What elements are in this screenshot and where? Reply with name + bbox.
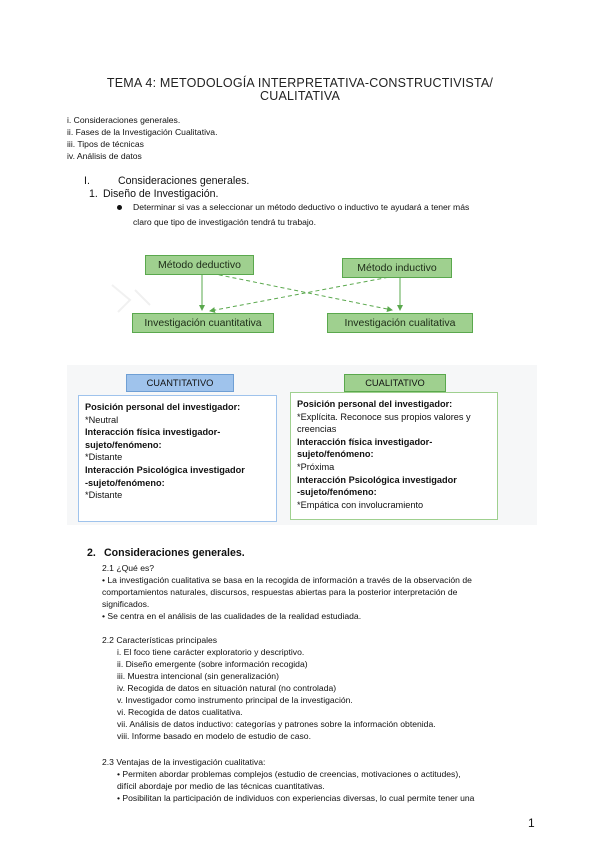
panel-label: sujeto/fenómeno: [85, 439, 162, 450]
advantages-title: 2.3 Ventajas de la investigación cualitativa: [102, 757, 266, 767]
quantitative-box: Investigación cuantitativa [132, 313, 274, 333]
panel-value: *Distante [85, 452, 123, 463]
watermark-lines [112, 285, 150, 312]
panel-value: *Próxima [297, 461, 335, 472]
qualitative-panel [290, 392, 498, 520]
deductive-box: Método deductivo [145, 255, 254, 275]
panel-label: Interacción Psicológica investigador [85, 464, 245, 475]
characteristic-item: iv. Recogida de datos en situación natural (no controlada) [117, 683, 337, 693]
section1-sub-number: 1. [89, 188, 98, 200]
characteristics-title: 2.2 Características principales [102, 635, 218, 645]
advantage-line: • Posibilitan la participación de individuos con experiencias diversas, lo cual permite tener una [117, 793, 475, 803]
toc-item: iv. Análisis de datos [67, 151, 142, 161]
section1-sub-heading: Diseño de Investigación. [103, 188, 219, 200]
characteristic-item: ii. Diseño emergente (sobre información recogida) [117, 659, 308, 669]
toc-item: ii. Fases de la Investigación Cualitativa. [67, 127, 218, 137]
panel-label: sujeto/fenómeno: [297, 449, 374, 460]
quantitative-header: CUANTITATIVO [126, 374, 234, 392]
panel-label: -sujeto/fenómeno: [85, 477, 165, 488]
section1-number: I. [84, 175, 90, 187]
panel-label: Interacción Psicológica investigador [297, 474, 457, 485]
section2-heading: Consideraciones generales. [104, 547, 245, 559]
bullet-text-cont: claro que tipo de investigación tendrá tu trabajo. [133, 217, 316, 227]
characteristic-item: vii. Análisis de datos inductivo: categorías y patrones sobre la información obtenida. [117, 719, 436, 729]
quantitative-panel [78, 395, 277, 522]
characteristic-item: v. Investigador como instrumento principal de la investigación. [117, 695, 353, 705]
what-is-line: • La investigación cualitativa se basa en la recogida de información a través de la observación de [102, 575, 472, 585]
panel-value-cont: creencias [297, 424, 337, 435]
arrow-cross-2 [210, 276, 395, 311]
bullet-text: Determinar si vas a seleccionar un método deductivo o inductivo te ayudará a tener más [133, 202, 470, 212]
qualitative-header: CUALITATIVO [344, 374, 446, 392]
panel-value: *Neutral [85, 414, 119, 425]
what-is-line: comportamientos naturales, discursos, respuestas abiertas para la posterior interpretación de [102, 587, 458, 597]
panel-label: Interacción física investigador- [297, 436, 433, 447]
toc-item: i. Consideraciones generales. [67, 115, 181, 125]
what-is-title: 2.1 ¿Qué es? [102, 563, 155, 573]
panel-label: Posición personal del investigador: [297, 399, 453, 409]
panel-label: -sujeto/fenómeno: [297, 487, 377, 498]
inductive-box: Método inductivo [342, 258, 452, 278]
characteristic-item: i. El foco tiene carácter exploratorio y descriptivo. [117, 647, 305, 657]
toc-item: iii. Tipos de técnicas [67, 139, 144, 149]
section1-heading: Consideraciones generales. [118, 175, 250, 187]
characteristic-item: viii. Informe basado en modelo de estudio de caso. [117, 731, 311, 741]
page-title: TEMA 4: METODOLOGÍA INTERPRETATIVA-CONSTRUCTIVISTA/ [106, 76, 494, 90]
page-number: 1 [528, 816, 535, 830]
panel-label: Posición personal del investigador: [85, 402, 241, 412]
panel-value: *Distante [85, 490, 123, 501]
advantage-line: • Permiten abordar problemas complejos (estudio de creencias, motivaciones o actitudes), [117, 769, 461, 779]
what-is-line: • Se centra en el análisis de las cualidades de la realidad estudiada. [102, 611, 362, 621]
section2-number: 2. [87, 547, 96, 559]
panel-value: *Explícita. Reconoce sus propios valores y [297, 411, 471, 422]
advantage-line: difícil abordaje por medio de las técnicas cuantitativas. [117, 781, 325, 791]
page-title-line2: CUALITATIVA [260, 89, 340, 103]
panel-value: *Empática con involucramiento [297, 499, 424, 510]
what-is-line: significados. [102, 599, 150, 609]
qualitative-box: Investigación cualitativa [327, 313, 473, 333]
characteristic-item: iii. Muestra intencional (sin generalización) [117, 671, 279, 681]
panel-label: Interacción física investigador- [85, 427, 221, 438]
characteristic-item: vi. Recogida de datos cualitativa. [117, 707, 243, 717]
